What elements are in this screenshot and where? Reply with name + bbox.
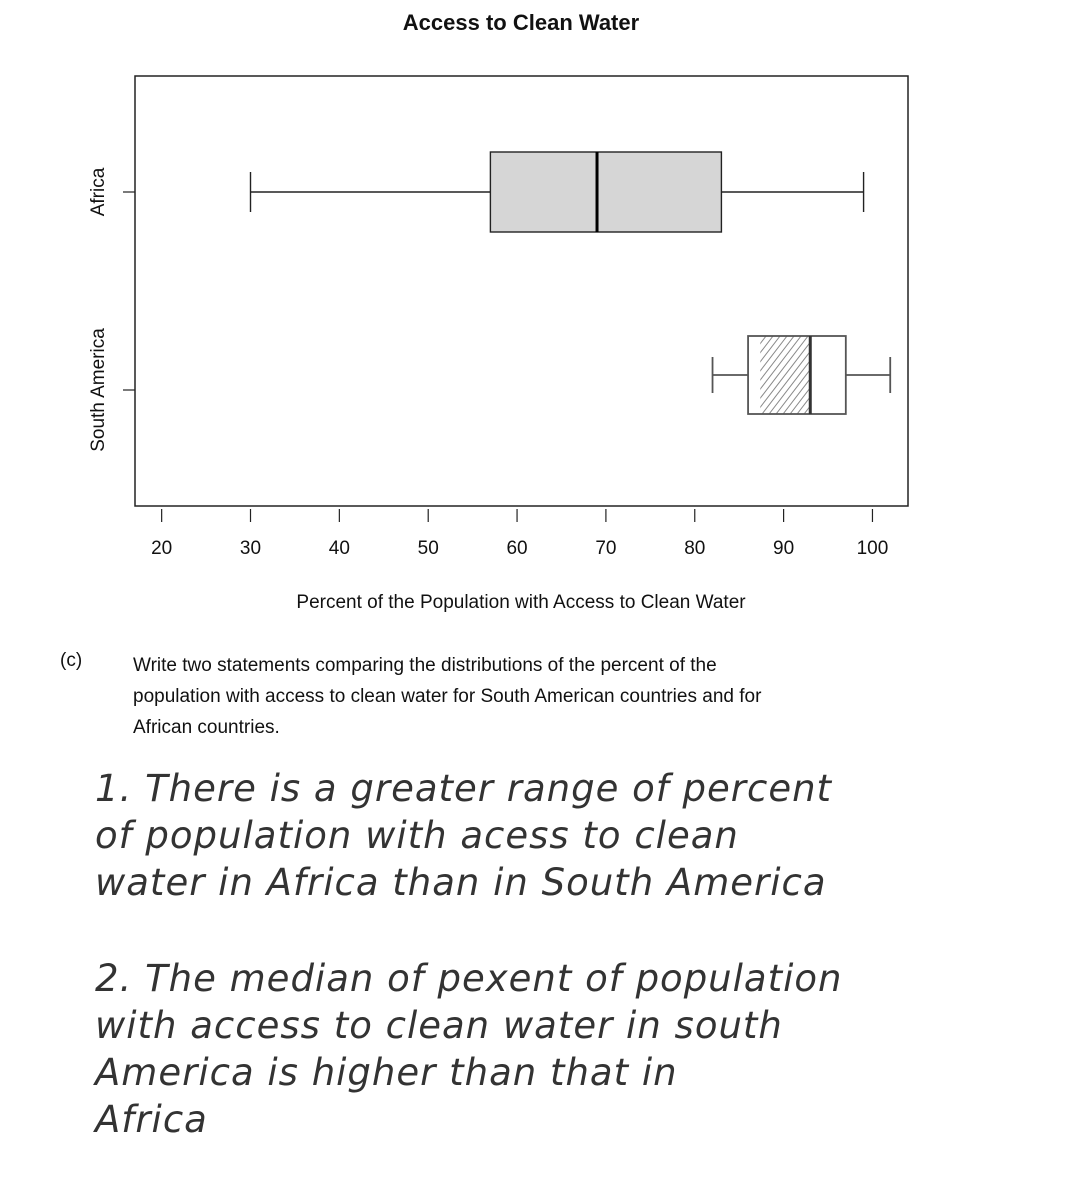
x-tick-label: 90 (773, 538, 795, 559)
chart-title: Access to Clean Water (402, 10, 640, 35)
answer-line: Africa (95, 1098, 208, 1141)
box-iqr (490, 152, 721, 232)
x-tick-label: 60 (506, 538, 528, 559)
answer-2 (95, 955, 1055, 1143)
answer-line: water in Africa than in South America (95, 861, 827, 904)
y-axis (88, 167, 135, 452)
y-tick-label: Africa (88, 167, 109, 217)
box-africa (251, 152, 864, 232)
x-tick-label: 50 (417, 538, 439, 559)
y-tick-label: South America (88, 328, 109, 452)
boxes (251, 152, 914, 414)
x-tick-label: 20 (151, 538, 173, 559)
x-axis-label: Percent of the Population with Access to Clean Water (296, 592, 746, 613)
question-line: Write two statements comparing the distributions of the percent of the (133, 655, 717, 676)
question-line: African countries. (133, 717, 280, 738)
x-tick-label: 40 (328, 538, 350, 559)
answer-line: 1. There is a greater range of percent (95, 767, 833, 810)
box-south-america (678, 336, 913, 414)
x-tick-label: 100 (856, 538, 889, 559)
plot-frame (135, 76, 908, 506)
answer-line: America is higher than that in (95, 1051, 678, 1094)
x-tick-label: 80 (684, 538, 706, 559)
question-line: population with access to clean water for South American countries and for (133, 686, 762, 707)
x-tick-label: 30 (239, 538, 262, 559)
answer-1 (95, 765, 1055, 906)
box-iqr (748, 336, 846, 414)
question-text (133, 650, 953, 743)
answer-line: with access to clean water in south (95, 1004, 783, 1047)
x-tick-label: 70 (595, 538, 617, 559)
answer-line: 2. The median of pexent of population (95, 957, 843, 1000)
answer-line: of population with acess to clean (95, 814, 739, 857)
x-axis (151, 509, 888, 559)
question-label: (c) (60, 650, 83, 671)
